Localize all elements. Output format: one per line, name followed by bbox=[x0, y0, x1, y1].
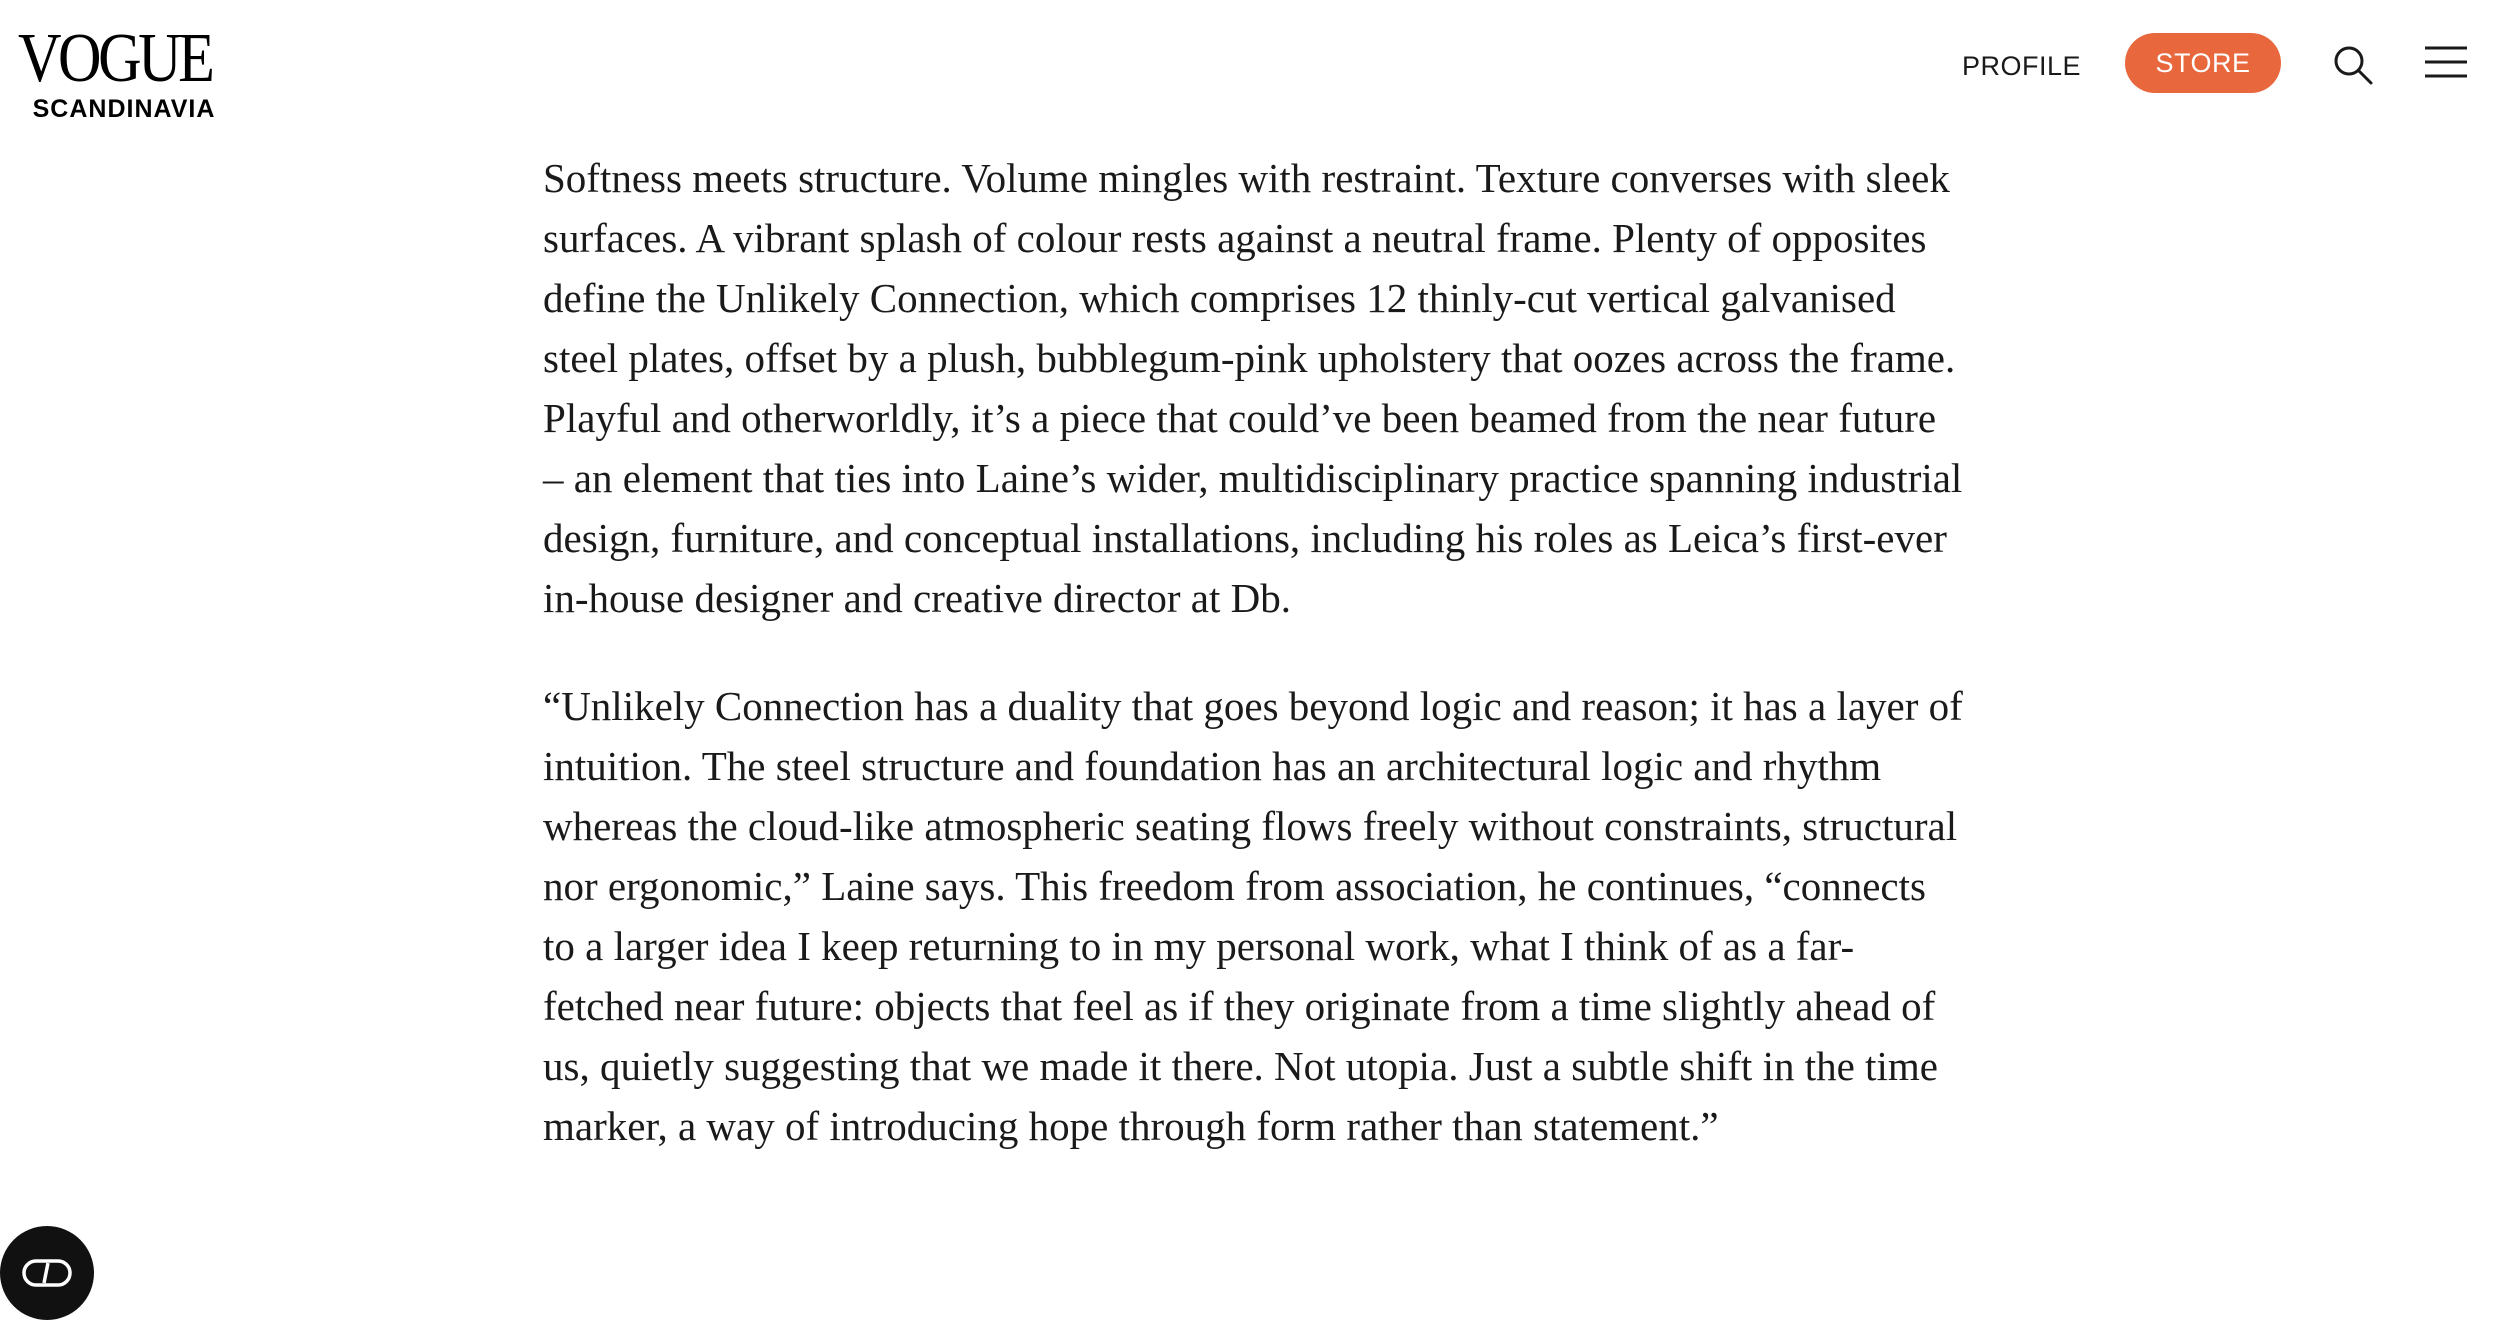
vogue-scandinavia-logo[interactable] bbox=[18, 20, 230, 124]
profile-link[interactable]: PROFILE bbox=[1962, 51, 2082, 81]
article-body bbox=[543, 148, 1963, 1156]
article-paragraph: Softness meets structure. Volume mingles with restraint. Texture converses with sleek surfaces. A vibrant splash of colour rests against a neutral frame. Plenty of opposites define the Unlikely Connection, which comprises 12 thinly-cut vertical galvanised steel plates, offset by a plush, bubblegum-pink upholstery that oozes across the frame. Playful and otherworldly, it’s a piece that could’ve been beamed from the near future – an element that ties into Laine’s wider, multidisciplinary practice spanning industrial design, furniture, and conceptual installations, including his roles as Leica’s first-ever in-house designer and creative director at Db. bbox=[543, 155, 1963, 621]
store-button[interactable]: STORE bbox=[2125, 33, 2281, 93]
article-paragraph: “Unlikely Connection has a duality that goes beyond logic and reason; it has a layer of intuition. The steel structure and foundation has an architectural logic and rhythm whereas the cloud-like atmospheric seating flows freely without constraints, structural nor ergonomic,” Laine says. This freedom from association, he continues, “connects to a larger idea I keep returning to in my personal work, what I think of as a far-fetched near future: objects that feel as if they originate from a time slightly ahead of us, quietly suggesting that we made it there. Not utopia. Just a subtle shift in the time marker, a way of introducing hope through form rather than statement.” bbox=[543, 683, 1963, 1149]
logo-wordmark: VOGUE bbox=[18, 20, 212, 97]
privacy-choices-icon bbox=[22, 1259, 72, 1287]
logo-subtitle: SCANDINAVIA bbox=[32, 95, 216, 123]
privacy-choices-button[interactable] bbox=[0, 1226, 94, 1320]
hamburger-menu-icon bbox=[2424, 44, 2468, 80]
site-header bbox=[0, 0, 2500, 140]
search-icon bbox=[2332, 44, 2374, 86]
menu-button[interactable] bbox=[2424, 44, 2468, 80]
search-button[interactable] bbox=[2332, 44, 2374, 86]
